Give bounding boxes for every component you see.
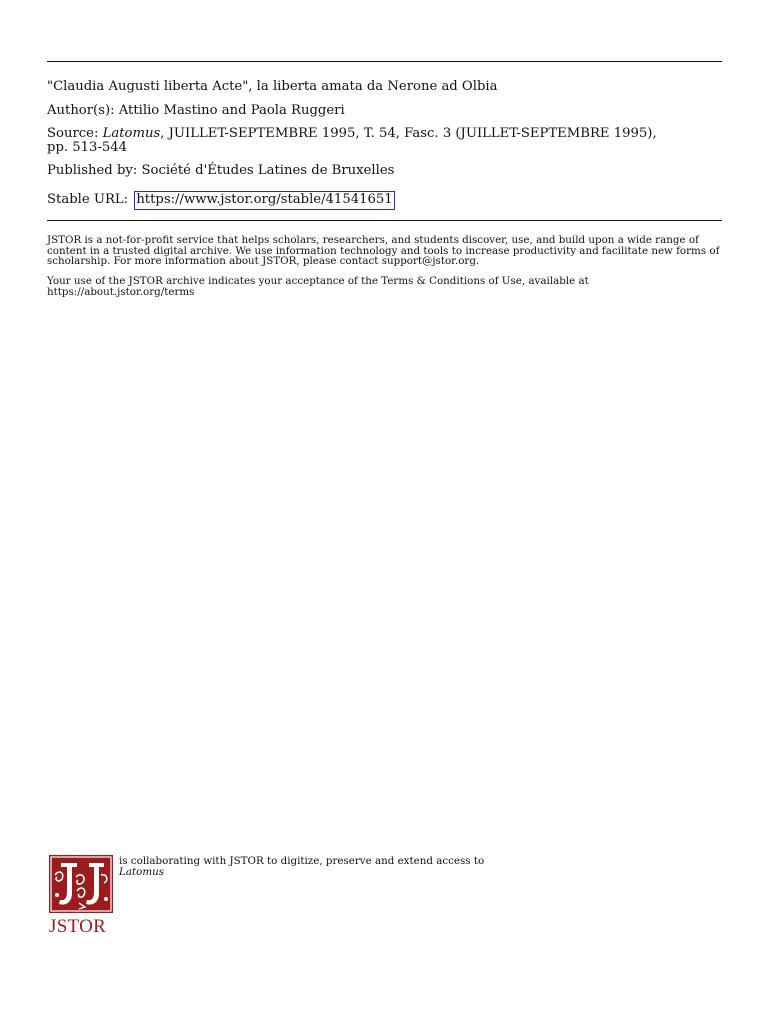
source-pages: pp. 513-544: [47, 140, 128, 155]
jstor-notice-paragraph: JSTOR is a not-for-profit service that helps scholars, researchers, and students discover, use, and build upon a wide range of content in a trusted digital archive. We use information technology and tools to increase productivity and facilitate new forms of scholarship. For more information about JSTOR, please contact support@jstor.org.: [47, 234, 720, 267]
source-details: , JUILLET-SEPTEMBRE 1995, T. 54, Fasc. 3 (JUILLET-SEPTEMBRE 1995),: [160, 126, 657, 141]
authors-value: Attilio Mastino and Paola Ruggeri: [118, 103, 345, 118]
collaboration-notice: [119, 856, 619, 878]
stable-url-label: Stable URL:: [47, 192, 129, 207]
jstor-logo-wordmark: JSTOR: [49, 916, 107, 937]
collaboration-journal[interactable]: Latomus: [119, 866, 164, 878]
article-title: "Claudia Augusti liberta Acte", la liberta amata da Nerone ad Olbia: [47, 79, 498, 94]
collaboration-text: is collaborating with JSTOR to digitize, preserve and extend access to: [119, 855, 485, 867]
authors-label: Author(s):: [47, 103, 115, 118]
authors-line: [47, 104, 727, 118]
published-line: [47, 164, 727, 178]
stable-url-link[interactable]: https://www.jstor.org/stable/41541651: [134, 191, 394, 210]
stable-url-line: [47, 191, 727, 210]
top-rule: [47, 61, 722, 62]
source-journal[interactable]: Latomus: [102, 126, 161, 141]
source-label: Source:: [47, 126, 99, 141]
published-label: Published by:: [47, 163, 138, 178]
source-line: [47, 127, 727, 155]
jstor-logo[interactable]: [49, 855, 113, 937]
terms-notice-paragraph: Your use of the JSTOR archive indicates your acceptance of the Terms & Conditions of Use, available at https://about.jstor.org/terms: [47, 275, 589, 298]
jstor-logo-icon: [49, 855, 113, 913]
publisher-name: Société d'Études Latines de Bruxelles: [141, 163, 395, 178]
divider-rule: [47, 220, 722, 221]
